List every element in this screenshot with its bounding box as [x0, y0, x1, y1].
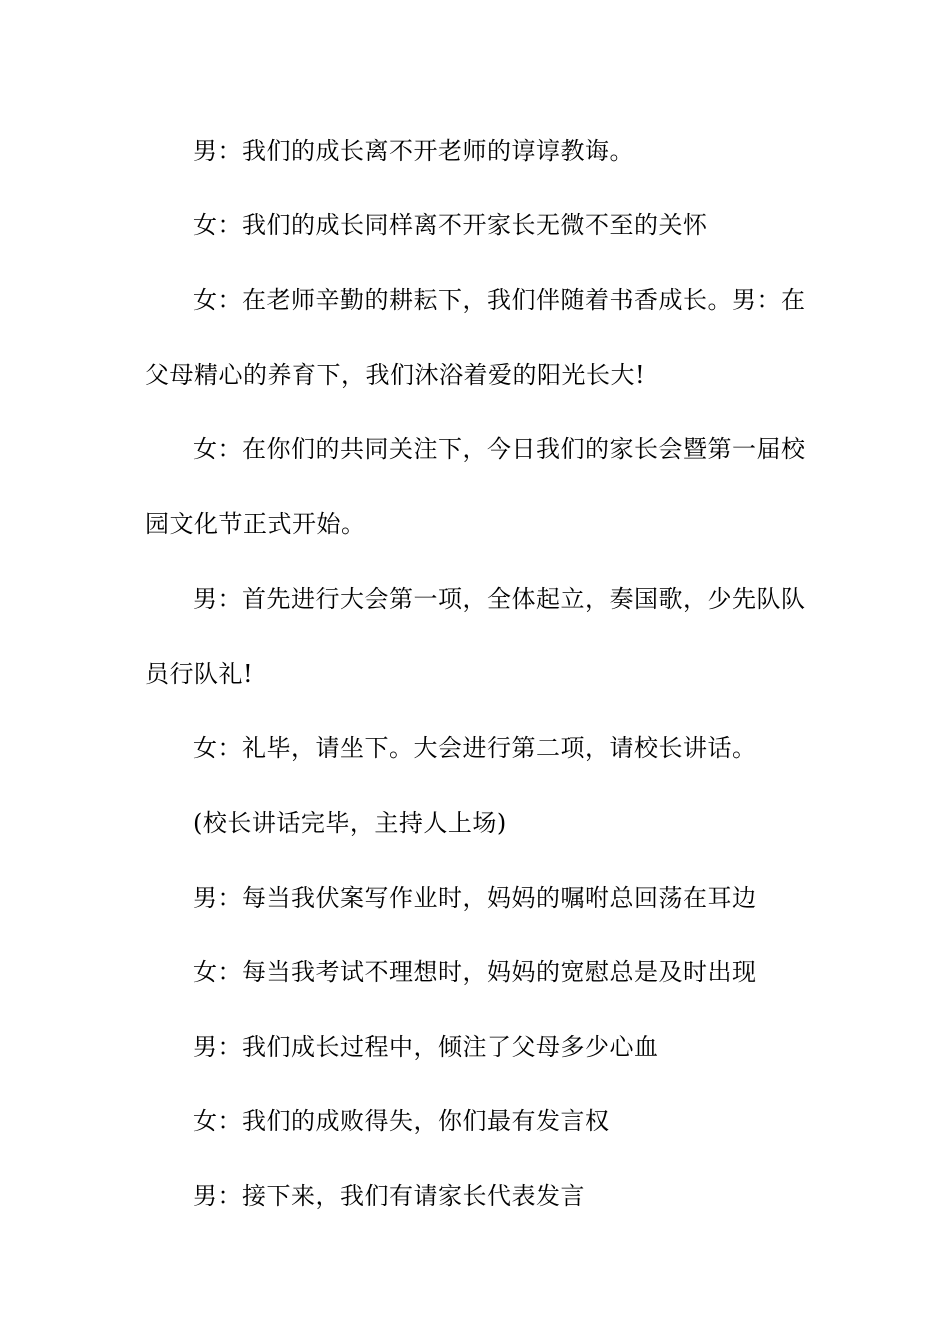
paragraph-line: 男：我们成长过程中，倾注了父母多少心血 [193, 1033, 659, 1061]
paragraph-line: 女：我们的成败得失，你们最有发言权 [193, 1107, 610, 1135]
paragraph-line: 父母精心的养育下，我们沐浴着爱的阳光长大! [145, 361, 646, 389]
paragraph-line: 女：我们的成长同样离不开家长无微不至的关怀 [193, 211, 708, 239]
paragraph-line: 园文化节正式开始。 [145, 510, 366, 538]
paragraph-line: 男：我们的成长离不开老师的谆谆教诲。 [193, 137, 634, 165]
paragraph-line: 女：每当我考试不理想时，妈妈的宽慰总是及时出现 [193, 958, 757, 986]
paragraph-line: 男：接下来，我们有请家长代表发言 [193, 1182, 585, 1210]
paragraph-line: 女：礼毕，请坐下。大会进行第二项，请校长讲话。 [193, 734, 757, 762]
paragraph-line: (校长讲话完毕，主持人上场) [193, 809, 507, 837]
paragraph-line: 男：首先进行大会第一项，全体起立，奏国歌，少先队队 [193, 585, 806, 613]
paragraph-line: 女：在老师辛勤的耕耘下，我们伴随着书香成长。男：在 [193, 286, 806, 314]
paragraph-line: 女：在你们的共同关注下，今日我们的家长会暨第一届校 [193, 435, 806, 463]
paragraph-line: 员行队礼! [145, 660, 254, 688]
paragraph-line: 男：每当我伏案写作业时，妈妈的嘱咐总回荡在耳边 [193, 884, 757, 912]
